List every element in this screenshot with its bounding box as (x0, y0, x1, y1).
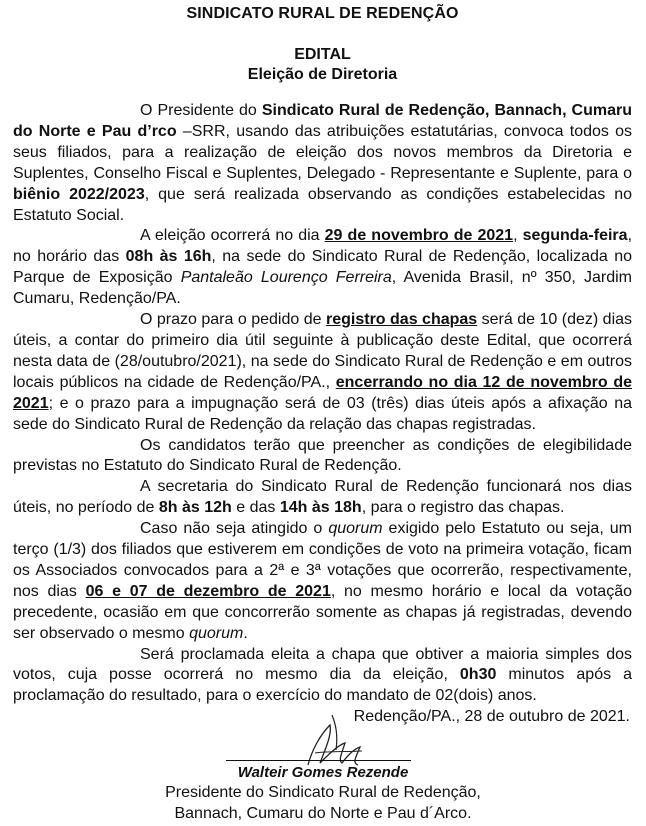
paragraph-convocation: O Presidente do Sindicato Rural de Redenção, Bannach, Cumaru do Norte e Pau d’rco –SRR, usando das atribuições estatutárias, convoca todos os seus filiados, para a realização de eleição dos novos membros da Diretoria e Suplentes, Conselho Fiscal e Suplentes, Delegado - Representante e Suplente, para o biênio 2022/2023, que será realizada observando as condições estabelecidas no Estatuto Social. (13, 102, 633, 224)
signatory-role-line-2: Bannach, Cumaru do Norte e Pau d´Arco. (174, 805, 472, 822)
signature-line (226, 760, 411, 761)
paragraph-election-date: A eleição ocorrerá no dia 29 de novembro de 2021, segunda-feira, no horário das 08h às 16h, na sede do Sindicato Rural de Redenção, localizada no Parque de Exposição Pantaleão Lourenço Ferreira, Avenida Brasil, nº 350, Jardim Cumaru, Redenção/PA. (13, 227, 633, 308)
paragraph-office-hours: A secretaria do Sindicato Rural de Redenção funcionará nos dias úteis, no período de 8h às 12h e das 14h às 18h, para o registro das chapas. (13, 478, 632, 517)
edital-title: EDITAL (294, 46, 351, 63)
place-and-date: Redenção/PA., 28 de outubro de 2021. (353, 708, 630, 726)
signatory-role-line-1: Presidente do Sindicato Rural de Redenção, (165, 784, 481, 801)
paragraph-eligibility: Os candidatos terão que preencher as condições de elegibilidade previstas no Estatuto do Sindicato Rural de Redenção. (13, 436, 632, 475)
edital-body (13, 101, 632, 728)
signature-block (0, 705, 646, 826)
paragraph-registration-deadline: O prazo para o pedido de registro das chapas será de 10 (dez) dias úteis, a contar do primeiro dia útil seguinte à publicação deste Edital, que ocorrerá nesta data de (28/outubro/2021), na sede do Sindicato Rural de Redenção e em outros locais públicos na cidade de Redenção/PA., encerrando no dia 12 de novembro de 2021; e o prazo para a impugnação será de 03 (três) dias úteis após a afixação na sede do Sindicato Rural de Redenção da relação das chapas registradas. (13, 311, 633, 433)
newspaper-header-title: SINDICATO RURAL DE REDENÇÃO (186, 5, 459, 22)
paragraph-quorum: Caso não seja atingido o quorum exigido pelo Estatuto ou seja, um terço (1/3) dos filiados que estiverem em condições de voto na primeira votação, ficam os Associados convocados para a 2ª e 3ª votações que ocorrerão, respectivamente, nos dias 06 e 07 de dezembro de 2021, no mesmo horário e local da votação precedente, ocasião em que concorrerão somente as chapas já registradas, devendo ser observado o mesmo quorum. (13, 520, 632, 642)
paragraph-proclamation: Será proclamada eleita a chapa que obtiver a maioria simples dos votos, cuja posse ocorrerá no mesmo dia da eleição, 0h30 minutos após a proclamação do resultado, para o exercício do mandato de 02(dois) anos. (13, 645, 633, 705)
edital-subtitle: Eleição de Diretoria (247, 66, 398, 83)
signatory-name: Walteir Gomes Rezende (237, 764, 409, 781)
